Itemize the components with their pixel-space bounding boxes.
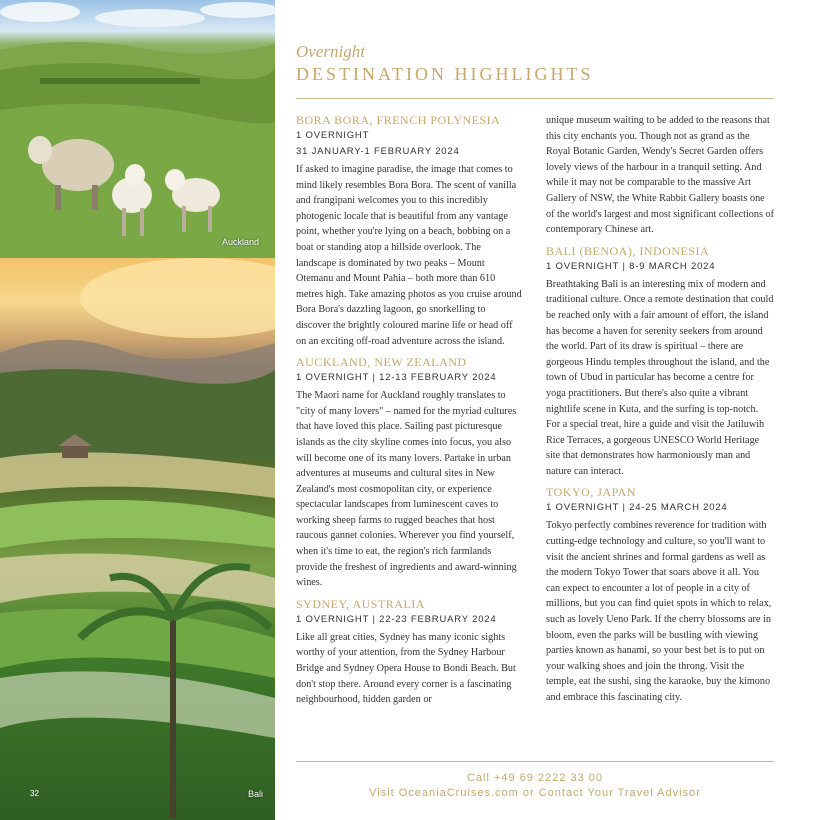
bali-photo <box>0 258 275 820</box>
auckland-landscape-illustration <box>0 0 275 258</box>
destination-dates: 31 JANUARY-1 FEBRUARY 2024 <box>296 146 460 157</box>
destination-tokyo <box>546 485 774 705</box>
destination-description: The Maori name for Auckland roughly translates to "city of many lovers" – named for the myriad cultures that have loved this place. Sailing past picturesque islands as the city skyline comes into focus, you also will become one of its many lovers. Partake in urban adventures at museums and cultural sites in New Zealand's most cosmopolitan city, or experience spectacular landscapes from luminescent caves to working sheep farms to rugged beaches that host raucous gannet colonies. Wherever you find yourself, when it's time to eat, the region's rich farmlands provide the freshest of ingredients and award-winning wines. <box>296 390 517 589</box>
destination-bora-bora <box>296 113 522 349</box>
destination-title: BORA BORA, FRENCH POLYNESIA <box>296 113 501 127</box>
footer-phone: Call +49 69 2222 33 00 <box>466 772 604 784</box>
photo-column <box>0 0 275 820</box>
page-title: DESTINATION HIGHLIGHTS <box>296 64 594 84</box>
destination-auckland <box>296 355 522 591</box>
right-text-column <box>546 113 774 712</box>
bali-rice-terraces-illustration <box>0 258 275 820</box>
top-divider <box>296 98 774 99</box>
destination-description: Tokyo perfectly combines reverence for tradition with cutting-edge technology and culture, so you'll want to visit the ancient shrines and formal gardens as well as the modern Tokyo Tower that soars above it all. You can expect to encounter a lot of people in a city of millions, but you can find quiet spots in which to relax, such as lovely Ueno Park. If the cherry blossoms are in bloom, even the parks will be bustling with viewing parties known as hanami, so your best bet is to put on your walking shoes and join the throng. Visit the temple, eat the sushi, sing the karaoke, buy the kimono and embrace this fascinating city. <box>546 520 772 703</box>
destination-title: BALI (BENOA), INDONESIA <box>546 243 710 258</box>
destination-title: SYDNEY, AUSTRALIA <box>296 596 425 611</box>
section-eyebrow: Overnight <box>296 42 365 61</box>
content-area <box>296 0 776 820</box>
photo-caption-bali: Bali <box>248 789 264 799</box>
destination-meta: 1 OVERNIGHT | 22-23 FEBRUARY 2024 <box>296 613 497 625</box>
destination-bali <box>546 244 774 480</box>
auckland-photo <box>0 0 275 258</box>
destination-description: Like all great cities, Sydney has many iconic sights worthy of your attention, from the Sydney Harbour Bridge and Sydney Opera House to Bondi Beach. But don't stop there. Around every corner is a fascinating neighbourhood, hidden garden or <box>296 631 516 706</box>
left-text-column <box>296 113 522 714</box>
destination-title: AUCKLAND, NEW ZEALAND <box>296 355 467 370</box>
destination-meta: 1 OVERNIGHT | 24-25 MARCH 2024 <box>546 502 728 514</box>
destination-sydney <box>296 597 522 708</box>
footer-visit-link[interactable]: Visit OceaniaCruises.com or Contact Your Travel Advisor <box>369 787 701 799</box>
photo-caption-auckland: Auckland <box>222 237 260 247</box>
destination-meta: 1 OVERNIGHT | 8-9 MARCH 2024 <box>546 260 716 272</box>
destination-nights: 1 OVERNIGHT <box>296 130 370 141</box>
destination-description: If asked to imagine paradise, the image that comes to mind likely resembles Bora Bora. The scent of vanilla and frangipani welcomes you to this incredibly photogenic locale that is beautiful from any vantage point, whether you're lying on a beach, bobbing on a boat or standing atop a hillside overlook. The landscape is dominated by two peaks – Mount Otemanu and Mount Pahia – both more than 610 metres high. Take amazing photos as you cruise around Bora Bora's dazzling lagoon, go snorkelling to discover the brightly coloured marine life or head off on an exciting off-road adventure across the island. <box>296 164 522 347</box>
destination-description-continued: unique museum waiting to be added to the reasons that this city enchants you. Though not as grand as the Royal Botanic Garden, Wendy's Secret Garden offers lovely views of the harbour in a tranquil setting. And while it may not be comparable to the massive Art Gallery of NSW, the White Rabbit Gallery boasts one of the world's largest and most significant collections of contemporary Chinese art. <box>546 115 774 236</box>
destination-description: Breathtaking Bali is an interesting mix of modern and traditional culture. Once a remote destination that could be reached only with a fair amount of effort, the island has become a haven for serenity seekers from around the world. Part of its draw is spiritual – there are gorgeous Hindu temples throughout the island, and the town of Ubud in particular has become a centre for yoga practitioners. But there's also quite a vibrant nightlife scene in Kuta, and the surfing is top-notch. For a special treat, hire a guide and visit the Jatiluwih Rice Terraces, a gorgeous UNESCO World Heritage site that demonstrates how harmoniously man and nature can interact. <box>546 278 774 477</box>
bottom-divider <box>296 761 774 762</box>
destination-meta: 1 OVERNIGHT | 12-13 FEBRUARY 2024 <box>296 372 497 384</box>
destination-title: TOKYO, JAPAN <box>546 485 637 500</box>
page-number: 32 <box>30 789 39 798</box>
